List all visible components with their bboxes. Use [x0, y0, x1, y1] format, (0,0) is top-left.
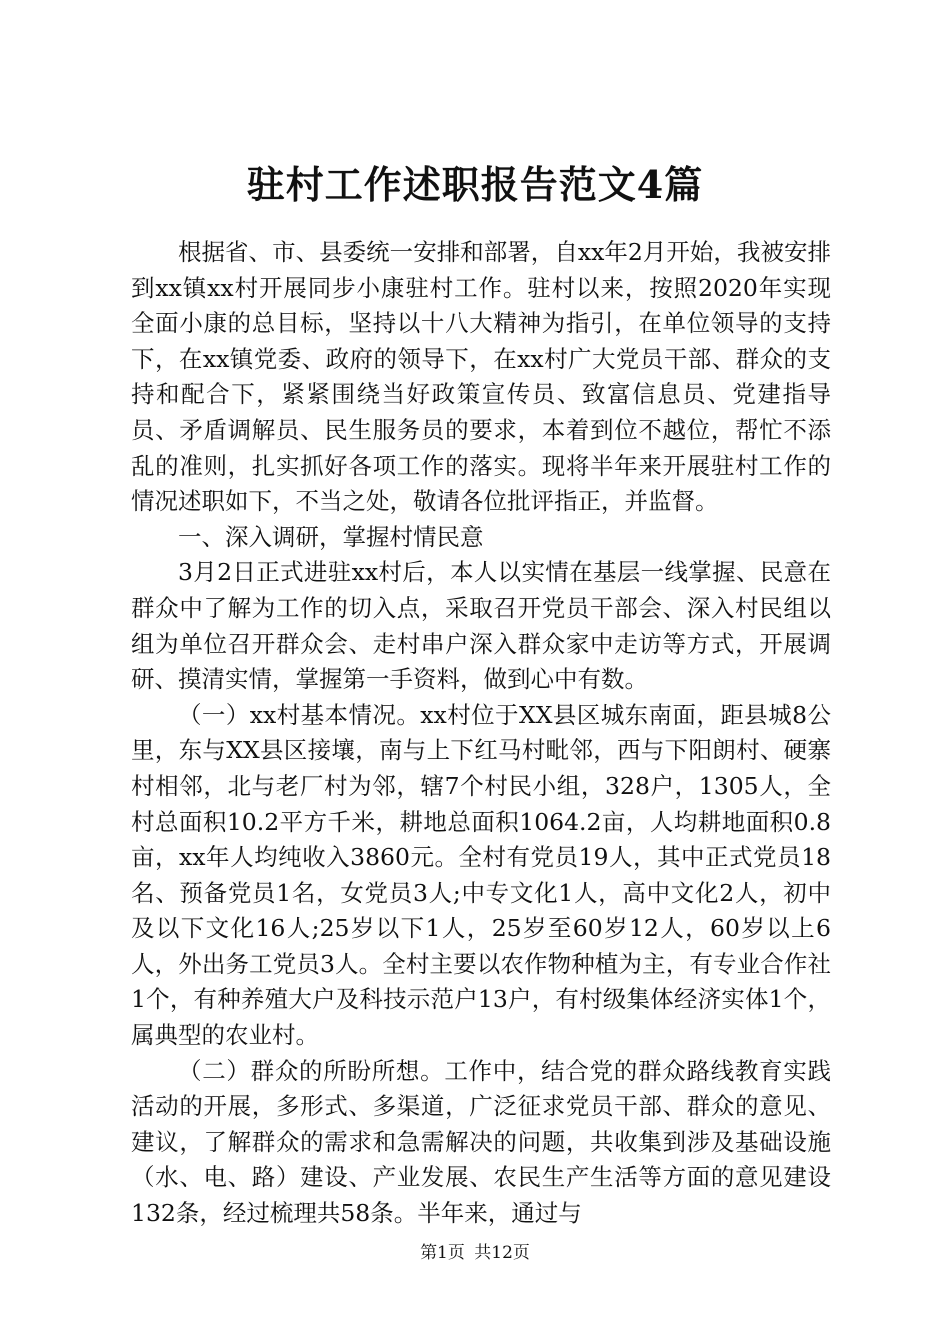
paragraph-research: 3月2日正式进驻xx村后，本人以实情在基层一线掌握、民意在群众中了解为工作的切入点，采取召开党员干部会、深入村民组以组为单位召开群众会、走村串户深入群众家中走访等方式，开展调研、摸清实情，掌握第一手资料，做到心中有数。: [131, 558, 831, 694]
section-heading-1: 一、深入调研，掌握村情民意: [178, 522, 484, 551]
page-total: 共12页: [474, 1243, 530, 1263]
page-footer: [0, 1241, 950, 1265]
paragraph-public-needs: （二）群众的所盼所想。工作中，结合党的群众路线教育实践活动的开展，多形式、多渠道，广泛征求党员干部、群众的意见、建议，了解群众的需求和急需解决的问题，共收集到涉及基础设施（水、电、路）建设、产业发展、农民生产生活等方面的意见建设132条，经过梳理共58条。半年来，通过与: [131, 1056, 831, 1228]
paragraph-intro: 根据省、市、县委统一安排和部署，自xx年2月开始，我被安排到xx镇xx村开展同步小康驻村工作。驻村以来，按照2020年实现全面小康的总目标，坚持以十八大精神为指引，在单位领导的支持下，在xx镇党委、政府的领导下，在xx村广大党员干部、群众的支持和配合下，紧紧围绕当好政策宣传员、致富信息员、党建指导员、矛盾调解员、民生服务员的要求，本着到位不越位，帮忙不添乱的准则，扎实抓好各项工作的落实。现将半年来开展驻村工作的情况述职如下，不当之处，敬请各位批评指正，并监督。: [131, 238, 831, 516]
document-title: 驻村工作述职报告范文4篇: [246, 162, 704, 207]
page-number: 第1页: [420, 1243, 465, 1263]
paragraph-village-basics: （一）xx村基本情况。xx村位于XX县区城东南面，距县城8公里，东与XX县区接壤，南与上下红马村毗邻，西与下阳朗村、硬寨村相邻，北与老厂村为邻，辖7个村民小组，328户，1305人，全村总面积10.2平方千米，耕地总面积1064.2亩，人均耕地面积0.8亩，xx年人均纯收入3860元。全村有党员19人，其中正式党员18名、预备党员1名，女党员3人;中专文化1人，高中文化2人，初中及以下文化16人;25岁以下1人，25岁至60岁12人，60岁以上6人，外出务工党员3人。全村主要以农作物种植为主，有专业合作社1个，有种养殖大户及科技示范户13户，有村级集体经济实体1个，属典型的农业村。: [131, 700, 831, 1050]
document-body: [131, 235, 831, 1232]
